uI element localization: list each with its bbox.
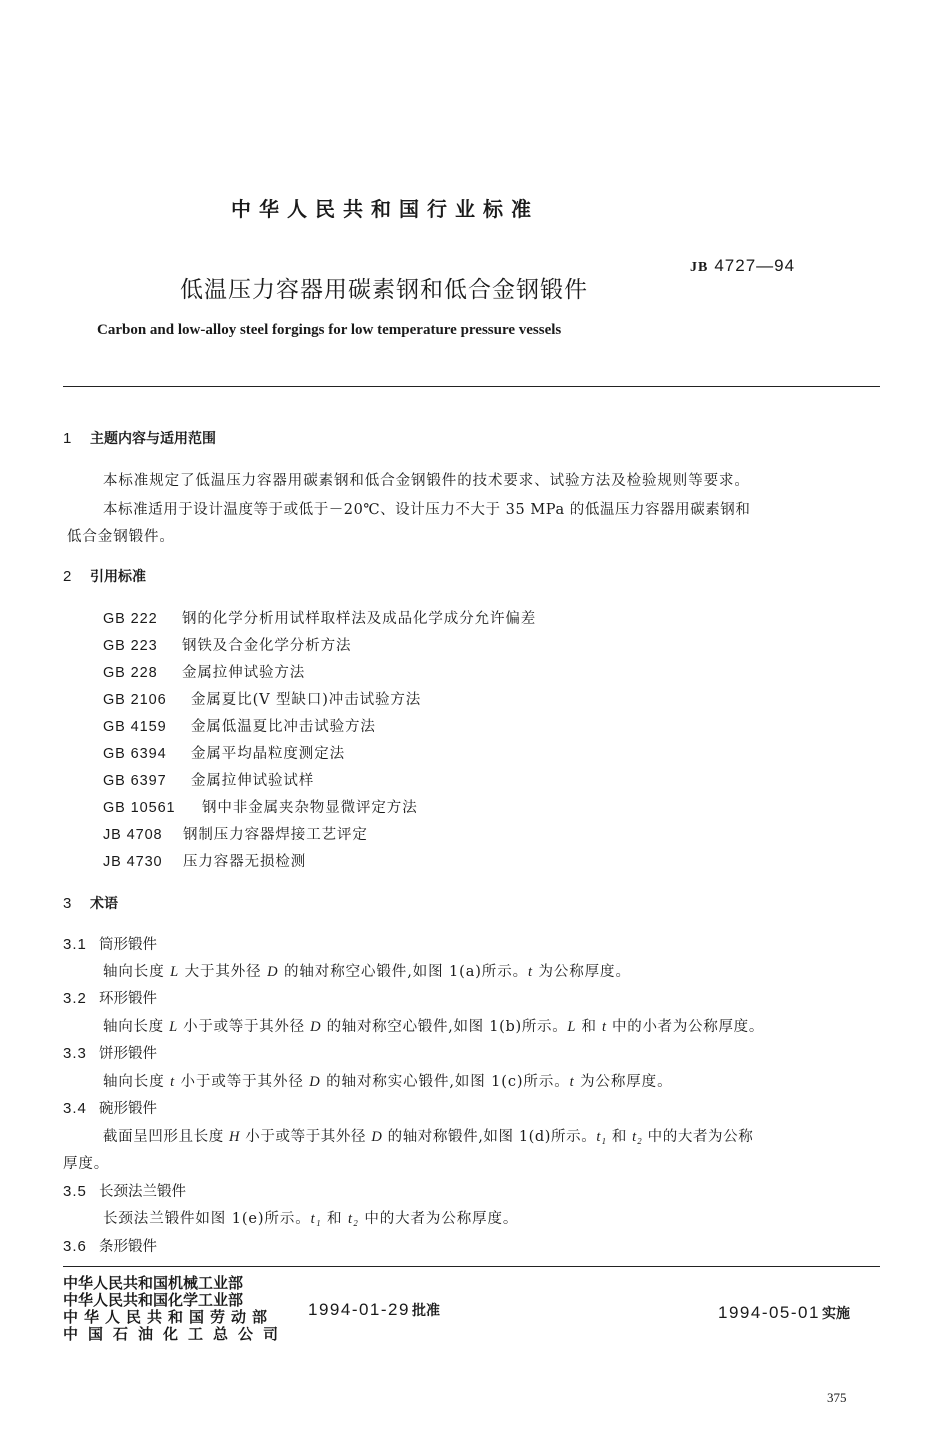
section-1-title: 主题内容与适用范围 (90, 431, 216, 447)
issuer-line: 中华人民共和国化学工业部 (63, 1291, 244, 1309)
term-definition: 轴向长度 L 大于其外径 D 的轴对称空心锻件,如图 1(a)所示。t 为公称厚度。 (103, 964, 631, 980)
term-title: 碗形锻件 (99, 1101, 157, 1117)
approval-date-value: 1994-01-29 (308, 1300, 410, 1319)
variable: t₁ (310, 1211, 322, 1227)
reference-item (103, 742, 345, 763)
section-3-number: 3 (63, 895, 72, 912)
variable: L (170, 964, 180, 980)
section-2-heading (63, 566, 146, 586)
reference-item (103, 607, 536, 628)
term-number: 3.1 (63, 936, 87, 953)
term-heading (63, 1097, 157, 1118)
effective-label: 实施 (821, 1306, 850, 1322)
reference-title: 金属拉伸试验方法 (182, 665, 306, 681)
variable: t₂ (632, 1129, 643, 1145)
term-heading (63, 1180, 186, 1201)
term-heading (63, 1235, 157, 1256)
section-1-para-2-cont: 低合金钢锻件。 (67, 529, 175, 545)
variable: H (229, 1129, 241, 1145)
reference-item (103, 823, 368, 844)
reference-code: JB 4708 (103, 827, 163, 843)
term-number: 3.2 (63, 990, 87, 1007)
reference-code: JB 4730 (103, 854, 163, 870)
reference-item (103, 796, 418, 817)
term-title: 饼形锻件 (99, 1046, 157, 1062)
term-number: 3.5 (63, 1183, 87, 1200)
standard-prefix: JB (690, 260, 709, 275)
variable: D (309, 1074, 321, 1090)
term-definition: 长颈法兰锻件如图 1(e)所示。t₁ 和 t₂ 中的大者为公称厚度。 (103, 1211, 519, 1227)
standard-code: 4727—94 (714, 256, 796, 275)
variable: t (569, 1074, 575, 1090)
term-title: 筒形锻件 (99, 937, 157, 953)
reference-code: GB 2106 (103, 692, 167, 708)
effective-date-value: 1994-05-01 (718, 1303, 820, 1322)
reference-title: 金属低温夏比冲击试验方法 (191, 719, 376, 735)
reference-title: 压力容器无损检测 (183, 854, 307, 870)
issuer-line: 中华人民共和国劳动部 (63, 1308, 274, 1326)
document-title-en: Carbon and low-alloy steel forgings for low temperature pressure vessels (97, 322, 562, 338)
section-1-para-1: 本标准规定了低温压力容器用碳素钢和低合金钢锻件的技术要求、试验方法及检验规则等要求。 (103, 473, 750, 489)
reference-item (103, 850, 306, 871)
approval-date (308, 1300, 440, 1320)
section-2-number: 2 (63, 568, 72, 585)
term-heading (63, 1042, 157, 1063)
reference-item (103, 661, 305, 682)
section-3-heading (63, 893, 118, 913)
reference-code: GB 6394 (103, 746, 167, 762)
section-1-heading (63, 428, 216, 448)
term-definition-cont: 厚度。 (63, 1156, 110, 1172)
reference-title: 钢制压力容器焊接工艺评定 (183, 827, 368, 843)
document-title-cn: 低温压力容器用碳素钢和低合金钢锻件 (180, 277, 588, 303)
reference-title: 钢铁及合金化学分析方法 (182, 638, 352, 654)
reference-code: GB 6397 (103, 773, 167, 789)
variable: L (567, 1019, 577, 1035)
reference-title: 钢的化学分析用试样取样法及成品化学成分允许偏差 (182, 611, 537, 627)
reference-item (103, 634, 351, 655)
reference-code: GB 228 (103, 665, 158, 681)
reference-title: 金属拉伸试验试样 (191, 773, 315, 789)
term-definition: 轴向长度 L 小于或等于其外径 D 的轴对称空心锻件,如图 1(b)所示。L 和 t 中的小者为公称厚度。 (103, 1019, 765, 1035)
variable: D (310, 1019, 322, 1035)
term-number: 3.6 (63, 1238, 87, 1255)
reference-code: GB 222 (103, 611, 158, 627)
reference-title: 钢中非金属夹杂物显微评定方法 (202, 800, 418, 816)
footer-divider (63, 1266, 880, 1267)
section-1-para-2: 本标准适用于设计温度等于或低于－20℃、设计压力不大于 35 MPa 的低温压力容器用碳素钢和 (103, 502, 751, 518)
term-number: 3.4 (63, 1100, 87, 1117)
variable: L (169, 1019, 178, 1035)
issuer-line: 中国石油化工总公司 (63, 1325, 289, 1343)
variable: t₂ (347, 1211, 359, 1227)
reference-item (103, 715, 376, 736)
reference-code: GB 223 (103, 638, 158, 654)
reference-item (103, 688, 421, 709)
term-title: 环形锻件 (99, 991, 157, 1007)
variable: t (528, 964, 533, 980)
variable: D (267, 964, 279, 980)
term-heading (63, 933, 157, 954)
issuer-line: 中华人民共和国机械工业部 (63, 1274, 244, 1292)
term-title: 条形锻件 (99, 1239, 157, 1255)
variable: t₁ (596, 1129, 607, 1145)
reference-item (103, 769, 314, 790)
reference-title: 金属平均晶粒度测定法 (191, 746, 345, 762)
variable: t (170, 1074, 176, 1090)
section-2-title: 引用标准 (90, 569, 146, 585)
section-3-title: 术语 (90, 896, 118, 912)
reference-code: GB 4159 (103, 719, 167, 735)
effective-date (718, 1303, 850, 1323)
term-definition: 轴向长度 t 小于或等于其外径 D 的轴对称实心锻件,如图 1(c)所示。t 为公称厚度。 (103, 1074, 673, 1090)
reference-title: 金属夏比(V 型缺口)冲击试验方法 (191, 692, 422, 708)
variable: t (602, 1019, 607, 1035)
standard-type-heading: 中华人民共和国行业标准 (231, 197, 539, 221)
section-1-number: 1 (63, 430, 72, 447)
approval-label: 批准 (411, 1303, 440, 1319)
reference-code: GB 10561 (103, 800, 176, 816)
page-number: 375 (827, 1390, 847, 1405)
term-heading (63, 987, 157, 1008)
variable: D (371, 1129, 383, 1145)
term-definition: 截面呈凹形且长度 H 小于或等于其外径 D 的轴对称锻件,如图 1(d)所示。t₁ 和 t₂ 中的大者为公称 (103, 1129, 754, 1145)
header-divider (63, 386, 880, 387)
term-title: 长颈法兰锻件 (99, 1184, 186, 1200)
term-number: 3.3 (63, 1045, 87, 1062)
